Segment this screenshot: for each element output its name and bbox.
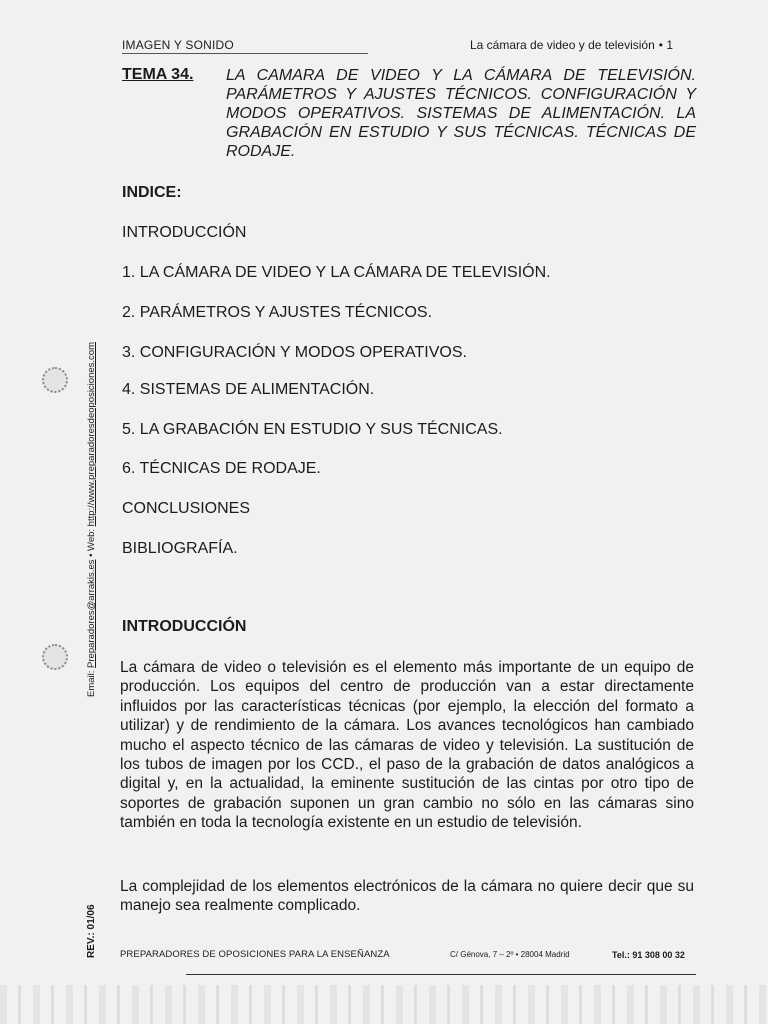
index-item: INTRODUCCIÓN [122, 224, 247, 241]
topic-title: LA CAMARA DE VIDEO Y LA CÁMARA DE TELEVISIÓN. PARÁMETROS Y AJUSTES TÉCNICOS. CONFIGURACIÓN Y MODOS OPERATIVOS. SISTEMAS DE ALIMENTACIÓN. LA GRABACIÓN EN ESTUDIO Y SUS TÉCNICAS. TÉCNICAS DE RODAJE. [226, 67, 696, 160]
punch-hole [42, 367, 68, 393]
header-rule [122, 53, 368, 54]
email-label: Email: [86, 667, 97, 697]
index-heading: INDICE: [122, 184, 182, 201]
index-item: BIBLIOGRAFÍA. [122, 540, 238, 557]
index-item: 6. TÉCNICAS DE RODAJE. [122, 460, 321, 477]
index-item: 5. LA GRABACIÓN EN ESTUDIO Y SUS TÉCNICAS. [122, 421, 503, 438]
web-link[interactable]: http://www.preparadoresdeoposiciones.com [86, 342, 97, 527]
paragraph: La cámara de video o televisión es el elemento más importante de un equipo de producción. Los equipos del centro de producción van a estar directamente influidos por las características técnicas (por ejemplo, la elección del formato a utilizar) y de rendimiento de la cámara. Los avances tecnológicos han cambiado mucho el aspecto técnico de las cámaras de video y televisión. La sustitución de los tubos de imagen por los CCD., el paso de la grabación de datos analógicos a digital y, en la actualidad, la eminente sustitución de las cintas por otro tipo de soportes de grabación suponen un gran cambio no sólo en las cámaras sino también en toda la tecnología existente en un estudio de televisión. [120, 659, 694, 832]
footer-organization: PREPARADORES DE OPOSICIONES PARA LA ENSEÑANZA [120, 949, 390, 960]
footer-address: C/ Génova, 7 – 2º • 28004 Madrid [450, 950, 570, 959]
header-running-title [470, 38, 673, 52]
footer-phone: Tel.: 91 308 00 32 [612, 950, 685, 960]
index-item: 1. LA CÁMARA DE VIDEO Y LA CÁMARA DE TELEVISIÓN. [122, 264, 551, 281]
index-item: 2. PARÁMETROS Y AJUSTES TÉCNICOS. [122, 304, 433, 321]
index-item: CONCLUSIONES [122, 500, 251, 517]
section-heading-introduction: INTRODUCCIÓN [122, 618, 247, 635]
punch-hole [42, 644, 68, 670]
page-number: • 1 [658, 38, 673, 52]
header-subject: IMAGEN Y SONIDO [122, 38, 234, 52]
paragraph: La complejidad de los elementos electrónicos de la cámara no quiere decir que su manejo sea realmente complicado. [120, 878, 694, 915]
contact-separator: • [86, 550, 97, 560]
footer-rule [186, 974, 696, 975]
header-running-title-text: La cámara de video y de televisión [470, 38, 655, 52]
index-item: 4. SISTEMAS DE ALIMENTACIÓN. [122, 381, 375, 398]
index-item: 3. CONFIGURACIÓN Y MODOS OPERATIVOS. [122, 344, 467, 361]
side-contact [86, 307, 97, 697]
web-label: Web: [86, 526, 97, 551]
scan-artifact [0, 985, 768, 1024]
email-link[interactable]: Preparadores@arrakis.es [86, 559, 97, 668]
revision-label: REV.: 01/06 [86, 904, 97, 958]
topic-label: TEMA 34. [122, 66, 194, 83]
